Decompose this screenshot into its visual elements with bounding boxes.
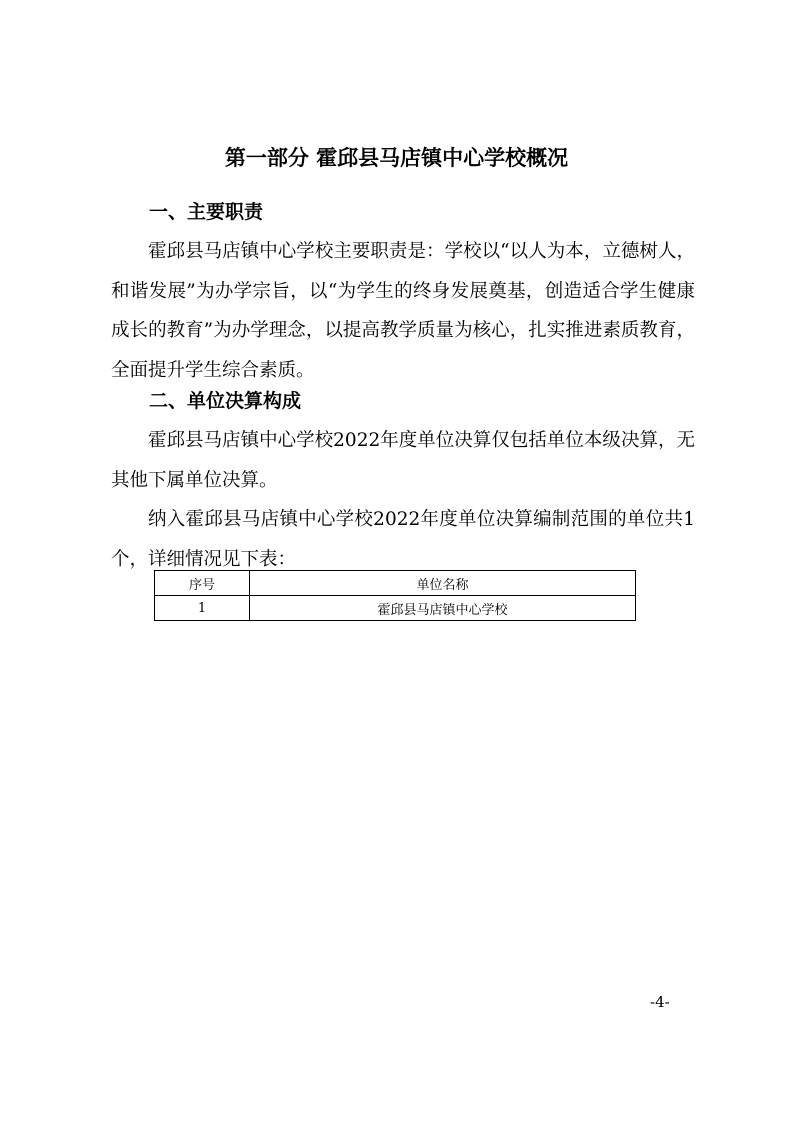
header-serial-number: 序号 bbox=[155, 571, 250, 596]
table-header-row bbox=[155, 571, 636, 596]
cell-unit-name: 霍邱县马店镇中心学校 bbox=[250, 596, 636, 621]
unit-table bbox=[154, 570, 636, 621]
section-heading-budget-composition: 二、单位决算构成 bbox=[149, 390, 302, 412]
budget-composition-paragraph: 霍邱县马店镇中心学校2022年度单位决算仅包括单位本级决算，无其他下属单位决算。 bbox=[111, 430, 695, 491]
main-duties-paragraph: 霍邱县马店镇中心学校主要职责是：学校以“以人为本，立德树人，和谐发展”为办学宗旨，以“为学生的终身发展奠基，创造适合学生健康成长的教育”为办学理念，以提高教学质量为核心，扎实推进素质教育，全面提升学生综合素质。 bbox=[111, 241, 695, 381]
header-unit-name: 单位名称 bbox=[250, 571, 636, 596]
section-heading-main-duties: 一、主要职责 bbox=[149, 201, 264, 223]
page-number: -4- bbox=[650, 993, 670, 1011]
table-row bbox=[155, 596, 636, 621]
budget-scope-paragraph: 纳入霍邱县马店镇中心学校2022年度单位决算编制范围的单位共1个，详细情况见下表： bbox=[111, 509, 695, 570]
page-title: 第一部分 霍邱县马店镇中心学校概况 bbox=[224, 146, 569, 170]
cell-serial-number: 1 bbox=[155, 596, 250, 621]
